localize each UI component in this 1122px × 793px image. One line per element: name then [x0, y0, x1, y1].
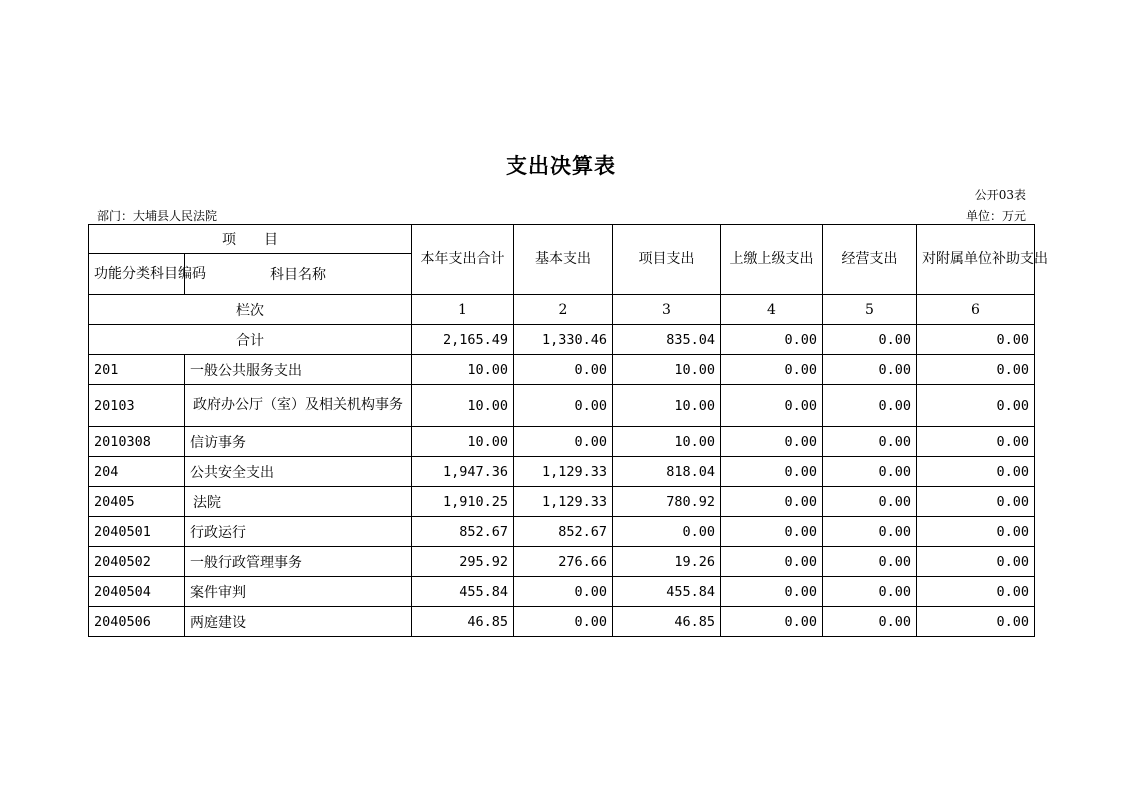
- department-label: 部门：大埔县人民法院: [97, 209, 218, 223]
- table-row: [89, 517, 1035, 547]
- row-value-cell: 852.67: [514, 517, 613, 547]
- index-label: 栏次: [89, 295, 412, 325]
- row-value-cell: 0.00: [917, 355, 1035, 385]
- row-value-cell: 0.00: [823, 517, 917, 547]
- row-value-cell: 455.84: [412, 577, 514, 607]
- row-value-cell: 276.66: [514, 547, 613, 577]
- row-value-cell: 0.00: [917, 607, 1035, 637]
- row-code: 2040501: [89, 517, 185, 547]
- table-row: [89, 385, 1035, 427]
- row-value-cell: 0.00: [917, 517, 1035, 547]
- row-subject-name: 一般公共服务支出: [185, 355, 412, 385]
- row-value-cell: 0.00: [823, 457, 917, 487]
- page-title: 支出决算表: [506, 154, 616, 178]
- row-value-cell: 1,129.33: [514, 457, 613, 487]
- row-value-cell: 0.00: [721, 355, 823, 385]
- header-col-subsidy: 对附属单位补助支出: [917, 225, 1035, 295]
- header-subject-name: 科目名称: [185, 254, 412, 295]
- row-value-cell: 0.00: [823, 427, 917, 457]
- row-value-cell: 0.00: [823, 607, 917, 637]
- row-value-cell: 0.00: [514, 427, 613, 457]
- total-cell: 835.04: [613, 325, 721, 355]
- index-cell: 4: [721, 295, 823, 325]
- row-code: 20103: [89, 385, 185, 427]
- row-code: 2040502: [89, 547, 185, 577]
- row-value-cell: 0.00: [823, 547, 917, 577]
- table-row: [89, 427, 1035, 457]
- row-subject-name: 一般行政管理事务: [185, 547, 412, 577]
- row-value-cell: 1,129.33: [514, 487, 613, 517]
- total-cell: 0.00: [721, 325, 823, 355]
- row-value-cell: 852.67: [412, 517, 514, 547]
- row-value-cell: 0.00: [721, 607, 823, 637]
- row-value-cell: 0.00: [514, 385, 613, 427]
- row-value-cell: 10.00: [412, 427, 514, 457]
- row-value-cell: 10.00: [412, 355, 514, 385]
- row-code: 2040506: [89, 607, 185, 637]
- row-subject-name: 两庭建设: [185, 607, 412, 637]
- row-value-cell: 10.00: [613, 355, 721, 385]
- row-value-cell: 0.00: [514, 577, 613, 607]
- row-value-cell: 0.00: [917, 385, 1035, 427]
- table-row: [89, 547, 1035, 577]
- total-label: 合计: [89, 325, 412, 355]
- row-value-cell: 818.04: [613, 457, 721, 487]
- row-value-cell: 0.00: [721, 487, 823, 517]
- form-number: 公开03表: [974, 188, 1026, 202]
- index-cell: 5: [823, 295, 917, 325]
- row-value-cell: 0.00: [917, 577, 1035, 607]
- row-value-cell: 0.00: [613, 517, 721, 547]
- index-cell: 3: [613, 295, 721, 325]
- row-value-cell: 10.00: [613, 427, 721, 457]
- row-value-cell: 0.00: [721, 517, 823, 547]
- row-code: 20405: [89, 487, 185, 517]
- header-col-total: 本年支出合计: [412, 225, 514, 295]
- row-subject-name: 信访事务: [185, 427, 412, 457]
- row-value-cell: 295.92: [412, 547, 514, 577]
- row-value-cell: 0.00: [721, 547, 823, 577]
- header-item: 项 目: [89, 225, 412, 254]
- index-row: [89, 295, 1035, 325]
- table-row: [89, 355, 1035, 385]
- row-value-cell: 46.85: [613, 607, 721, 637]
- index-cell: 6: [917, 295, 1035, 325]
- row-value-cell: 46.85: [412, 607, 514, 637]
- row-subject-name: 法院: [185, 487, 412, 517]
- row-value-cell: 1,910.25: [412, 487, 514, 517]
- row-value-cell: 0.00: [823, 487, 917, 517]
- row-value-cell: 19.26: [613, 547, 721, 577]
- row-value-cell: 0.00: [514, 355, 613, 385]
- row-code: 2010308: [89, 427, 185, 457]
- row-value-cell: 0.00: [823, 577, 917, 607]
- header-col-upper: 上缴上级支出: [721, 225, 823, 295]
- expenditure-table: [88, 224, 1048, 637]
- unit-label: 单位：万元: [965, 209, 1026, 223]
- row-value-cell: 0.00: [514, 607, 613, 637]
- row-value-cell: 10.00: [613, 385, 721, 427]
- index-cell: 2: [514, 295, 613, 325]
- row-subject-name: 案件审判: [185, 577, 412, 607]
- header-col-project: 项目支出: [613, 225, 721, 295]
- row-value-cell: 455.84: [613, 577, 721, 607]
- row-value-cell: 10.00: [412, 385, 514, 427]
- total-row: [89, 325, 1035, 355]
- row-code: 201: [89, 355, 185, 385]
- table-row: [89, 487, 1035, 517]
- row-value-cell: 0.00: [823, 385, 917, 427]
- row-value-cell: 0.00: [721, 577, 823, 607]
- table-row: [89, 457, 1035, 487]
- row-subject-name: 政府办公厅（室）及相关机构事务: [185, 385, 412, 427]
- table-row: [89, 607, 1035, 637]
- total-cell: 2,165.49: [412, 325, 514, 355]
- row-value-cell: 0.00: [721, 457, 823, 487]
- row-value-cell: 0.00: [917, 457, 1035, 487]
- row-value-cell: 0.00: [917, 427, 1035, 457]
- row-value-cell: 0.00: [823, 355, 917, 385]
- row-value-cell: 0.00: [917, 487, 1035, 517]
- row-subject-name: 公共安全支出: [185, 457, 412, 487]
- row-value-cell: 0.00: [721, 427, 823, 457]
- row-value-cell: 0.00: [917, 547, 1035, 577]
- header-func-code: 功能分类科目编码: [89, 254, 185, 295]
- header-col-business: 经营支出: [823, 225, 917, 295]
- total-cell: 1,330.46: [514, 325, 613, 355]
- table-row: [89, 577, 1035, 607]
- row-code: 2040504: [89, 577, 185, 607]
- row-subject-name: 行政运行: [185, 517, 412, 547]
- row-value-cell: 1,947.36: [412, 457, 514, 487]
- total-cell: 0.00: [823, 325, 917, 355]
- total-cell: 0.00: [917, 325, 1035, 355]
- row-value-cell: 780.92: [613, 487, 721, 517]
- row-value-cell: 0.00: [721, 385, 823, 427]
- header-col-basic: 基本支出: [514, 225, 613, 295]
- row-code: 204: [89, 457, 185, 487]
- index-cell: 1: [412, 295, 514, 325]
